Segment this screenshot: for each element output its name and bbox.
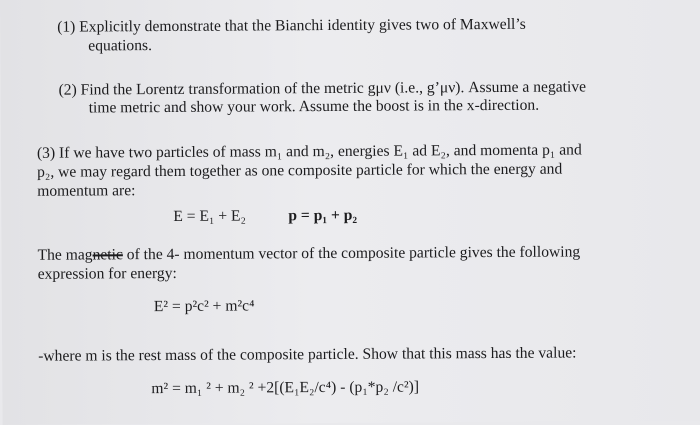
q3-line-2: p₂, we may regard them together as one composite particle for which the energy and	[37, 160, 563, 181]
q3-paragraph-2-prefix: The mag	[37, 246, 93, 264]
rest-mass-line: -where m is the rest mass of the composite particle. Show that this mass has the value:	[38, 344, 577, 365]
q3-paragraph-2-line-1	[38, 243, 581, 264]
equation-energy-sum: E = E₁ + E₂	[173, 207, 247, 225]
struck-word: netic	[92, 246, 123, 264]
q2-line-1: (2) Find the Lorentz transformation of the metric gμν (i.e., g’μν). Assume a negative	[58, 78, 587, 99]
q3-line-3: momentum are:	[37, 182, 136, 200]
equation-momentum-sum: p = p₁ + p₂	[288, 206, 358, 225]
equation-rest-mass: m² = m₁ ² + m₂ ² +2[(E₁E₂/c⁴) - (p₁*p₂ /c²)]	[151, 378, 420, 398]
equation-energy-squared: E² = p²c² + m²c⁴	[153, 297, 255, 316]
q2-line-2: time metric and show your work. Assume the boost is in the x-direction.	[88, 96, 540, 117]
q3-paragraph-2-line-2: expression for energy:	[37, 264, 177, 283]
q1-line-2: equations.	[88, 37, 153, 55]
q3-line-1: (3) If we have two particles of mass m₁ and m₂, energies E₁ ad E₂, and momenta p₁ and	[36, 141, 582, 162]
q3-paragraph-2-rest: of the 4- momentum vector of the composite particle gives the following	[122, 243, 581, 264]
q1-line-1: (1) Explicitly demonstrate that the Bianchi identity gives two of Maxwell’s	[57, 15, 526, 36]
